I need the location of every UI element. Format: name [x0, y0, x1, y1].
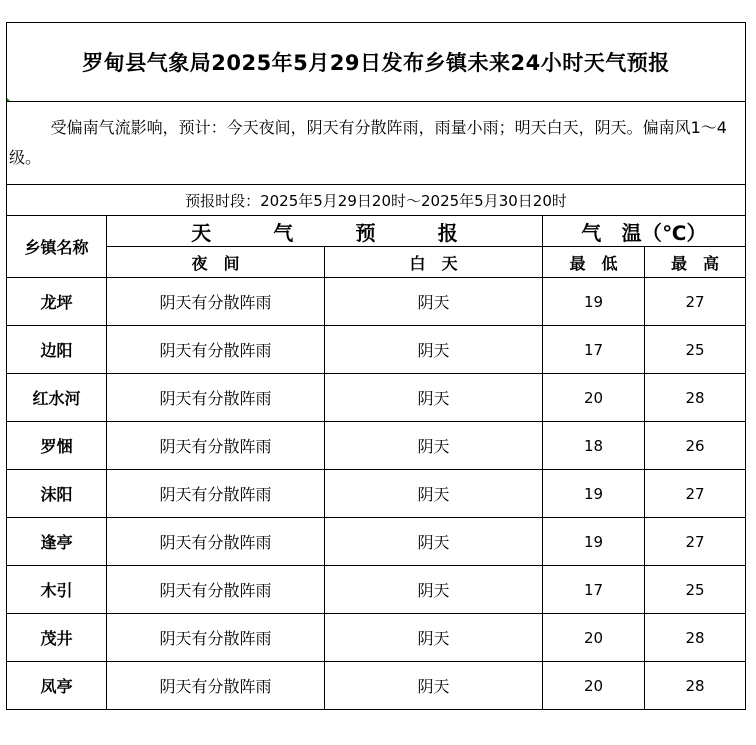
header-forecast-char: 气 [273, 220, 294, 245]
day-weather: 阴天 [325, 470, 543, 518]
forecast-period: 预报时段：2025年5月29日20时～2025年5月30日20时 [7, 185, 746, 216]
high-temp: 27 [645, 470, 746, 518]
day-weather: 阴天 [325, 566, 543, 614]
low-temp: 20 [543, 662, 645, 710]
day-weather: 阴天 [325, 374, 543, 422]
high-temp: 28 [645, 614, 746, 662]
town-name: 茂井 [7, 614, 107, 662]
night-weather: 阴天有分散阵雨 [107, 326, 325, 374]
high-temp: 28 [645, 662, 746, 710]
town-name: 沫阳 [7, 470, 107, 518]
town-name: 木引 [7, 566, 107, 614]
header-temperature: 气 温（℃） [543, 216, 746, 247]
low-temp: 19 [543, 470, 645, 518]
night-weather: 阴天有分散阵雨 [107, 662, 325, 710]
title-text: 罗甸县气象局2025年5月29日发布乡镇未来24小时天气预报 [82, 51, 670, 75]
day-weather: 阴天 [325, 662, 543, 710]
table-row [7, 422, 746, 470]
low-temp: 17 [543, 326, 645, 374]
header-low: 最 低 [543, 247, 645, 278]
night-weather: 阴天有分散阵雨 [107, 278, 325, 326]
high-temp: 27 [645, 278, 746, 326]
town-name: 逢亭 [7, 518, 107, 566]
forecast-summary: 受偏南气流影响，预计：今天夜间，阴天有分散阵雨，雨量小雨；明天白天，阴天。偏南风1～4级。 [7, 102, 746, 185]
day-weather: 阴天 [325, 518, 543, 566]
day-weather: 阴天 [325, 278, 543, 326]
day-weather: 阴天 [325, 326, 543, 374]
header-forecast [107, 216, 543, 247]
high-temp: 27 [645, 518, 746, 566]
low-temp: 18 [543, 422, 645, 470]
night-weather: 阴天有分散阵雨 [107, 374, 325, 422]
low-temp: 19 [543, 518, 645, 566]
header-day: 白 天 [325, 247, 543, 278]
header-forecast-char: 天 [191, 220, 212, 245]
night-weather: 阴天有分散阵雨 [107, 470, 325, 518]
table-row [7, 326, 746, 374]
town-name: 罗悃 [7, 422, 107, 470]
town-name: 龙坪 [7, 278, 107, 326]
table-row [7, 470, 746, 518]
header-forecast-char: 预 [355, 220, 376, 245]
day-weather: 阴天 [325, 422, 543, 470]
day-weather: 阴天 [325, 614, 543, 662]
forecast-table [6, 22, 746, 710]
high-temp: 28 [645, 374, 746, 422]
header-night: 夜 间 [107, 247, 325, 278]
table-row [7, 374, 746, 422]
town-name: 边阳 [7, 326, 107, 374]
high-temp: 25 [645, 326, 746, 374]
table-row [7, 614, 746, 662]
low-temp: 20 [543, 614, 645, 662]
header-high: 最 高 [645, 247, 746, 278]
night-weather: 阴天有分散阵雨 [107, 518, 325, 566]
low-temp: 19 [543, 278, 645, 326]
high-temp: 25 [645, 566, 746, 614]
cell-marker-icon [7, 98, 11, 102]
low-temp: 20 [543, 374, 645, 422]
high-temp: 26 [645, 422, 746, 470]
header-town: 乡镇名称 [7, 216, 107, 278]
night-weather: 阴天有分散阵雨 [107, 422, 325, 470]
town-name: 红水河 [7, 374, 107, 422]
town-name: 凤亭 [7, 662, 107, 710]
table-row [7, 662, 746, 710]
table-row [7, 518, 746, 566]
low-temp: 17 [543, 566, 645, 614]
table-row [7, 278, 746, 326]
night-weather: 阴天有分散阵雨 [107, 566, 325, 614]
page-title [7, 23, 746, 102]
header-forecast-char: 报 [437, 220, 458, 245]
table-row [7, 566, 746, 614]
night-weather: 阴天有分散阵雨 [107, 614, 325, 662]
